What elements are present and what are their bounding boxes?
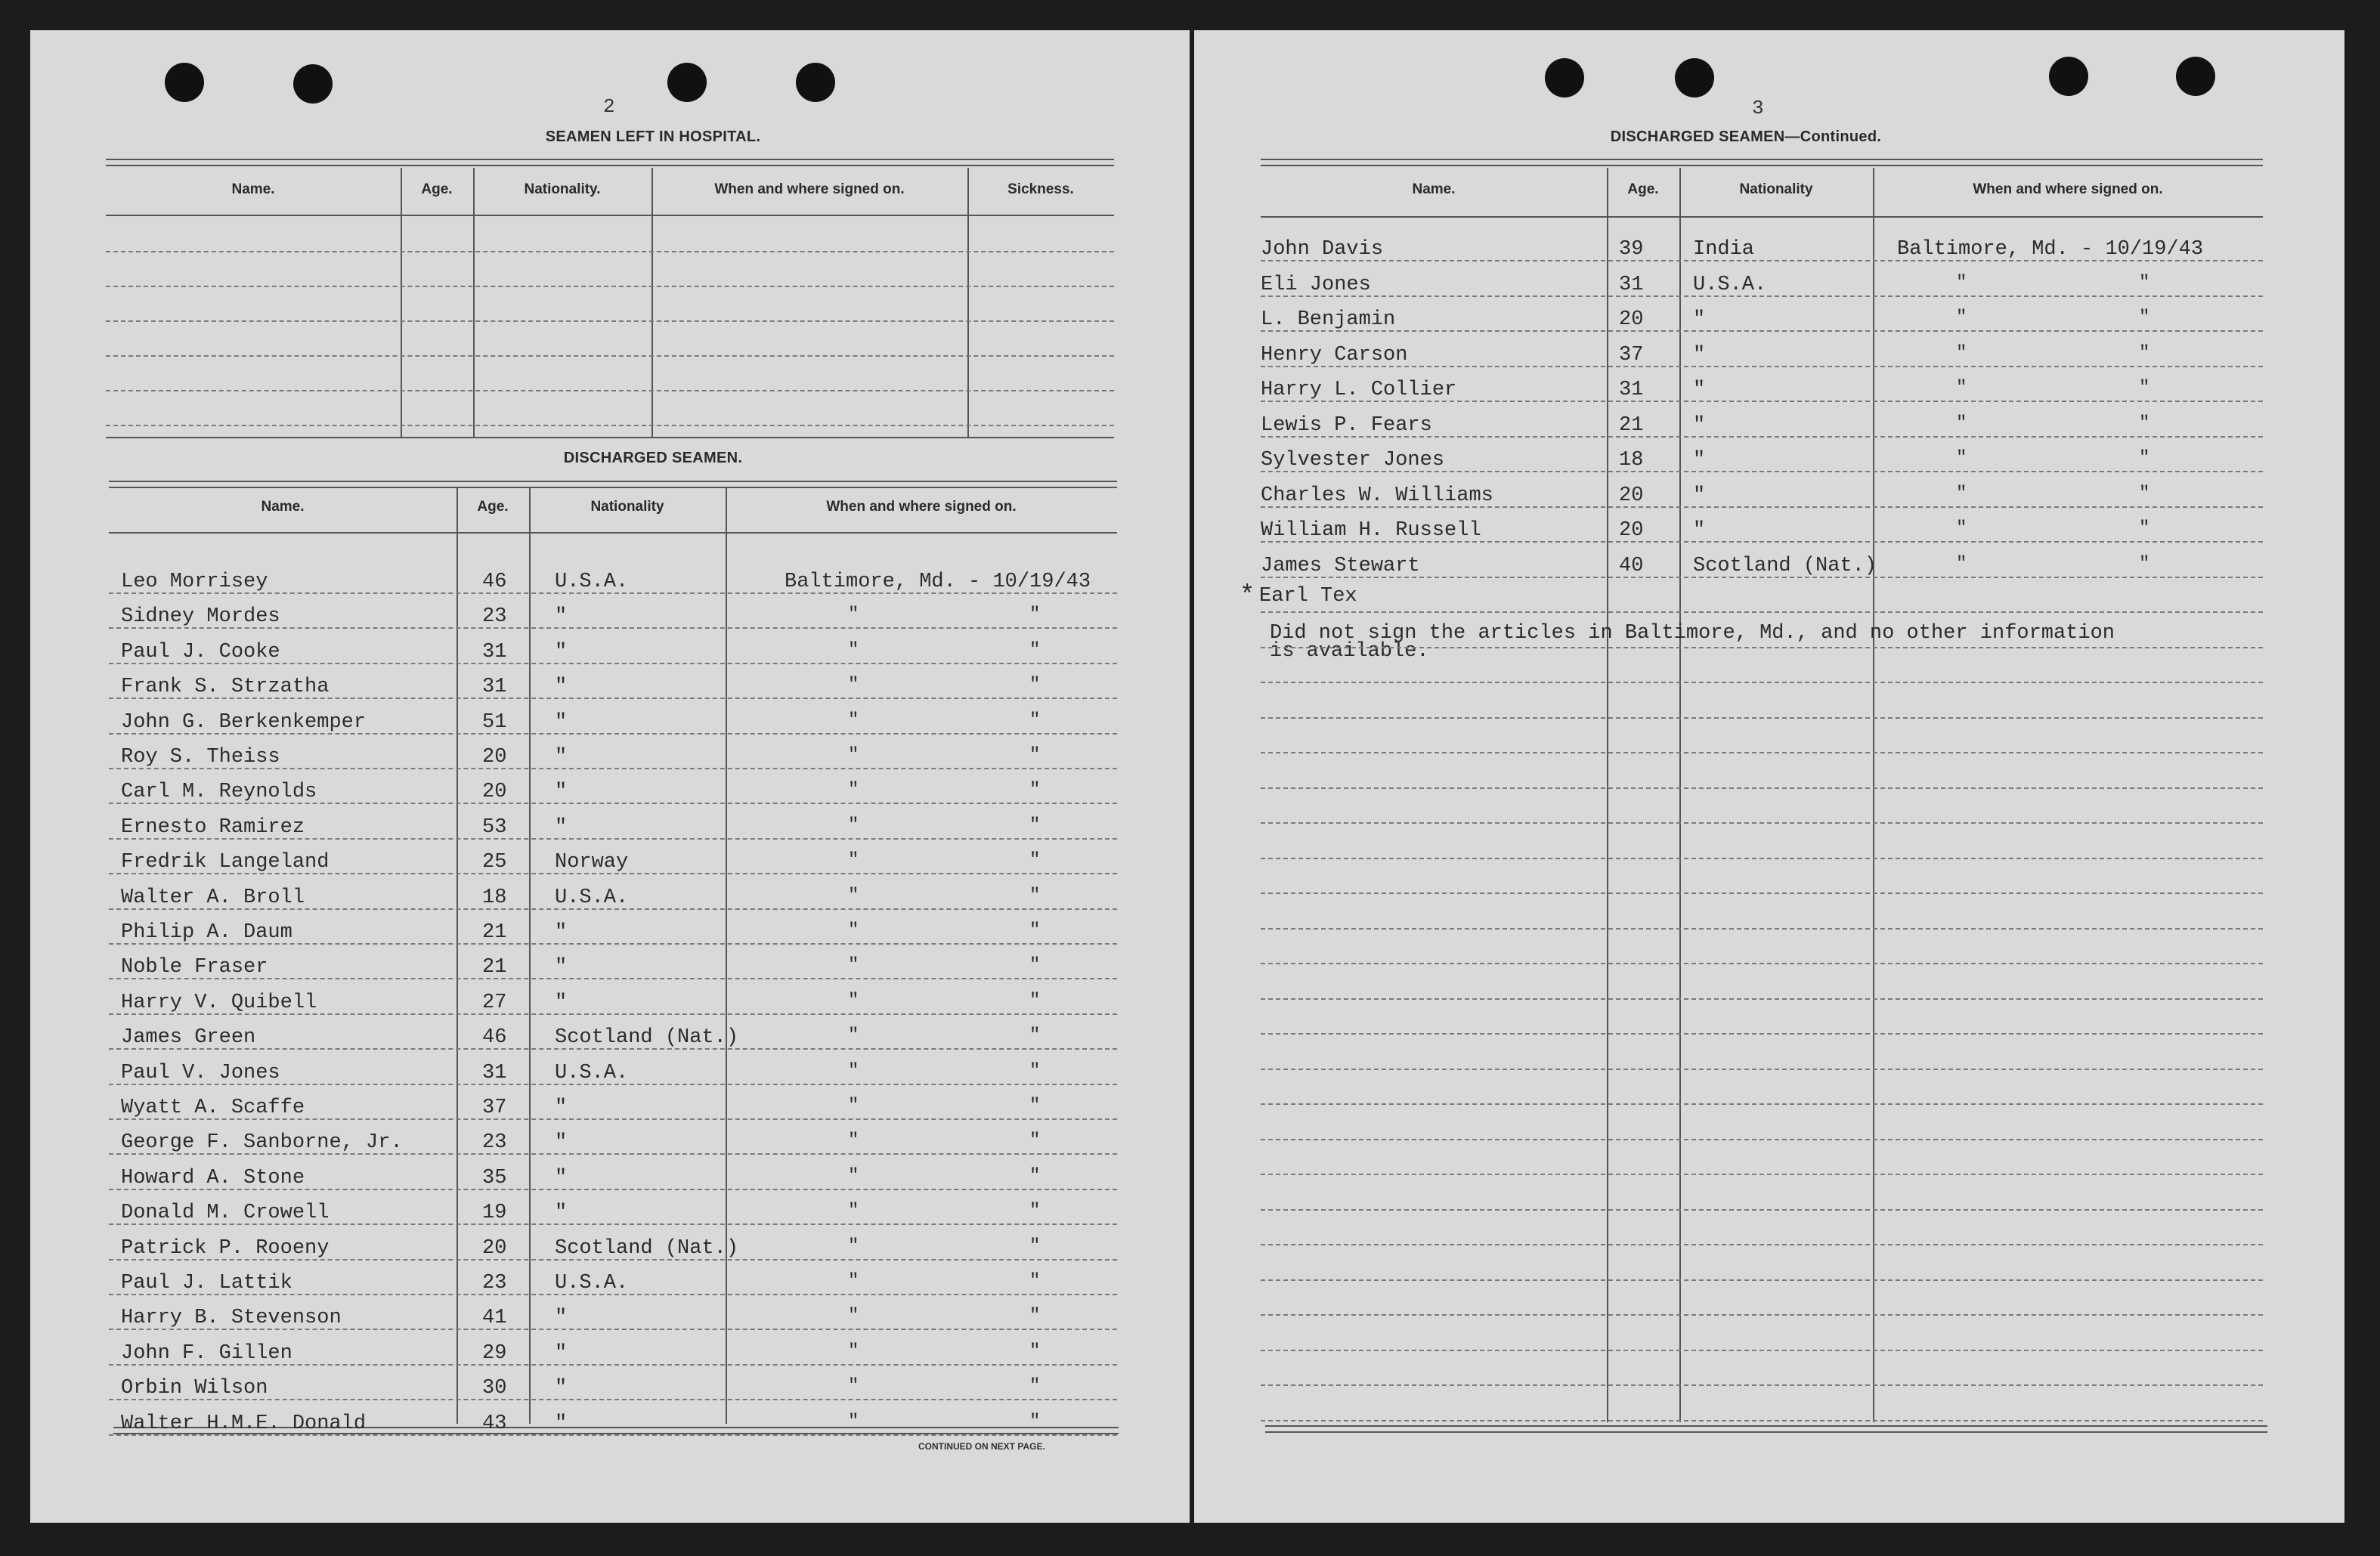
row-name: Eli Jones xyxy=(1261,273,1371,296)
hospital-col-sickness: Sickness. xyxy=(1007,181,1074,197)
ruled-line xyxy=(1261,822,2263,824)
row-signed-on: " xyxy=(1956,518,1967,539)
ruled-line xyxy=(106,320,1114,322)
row-name: John F. Gillen xyxy=(121,1341,292,1365)
row-signed-on: " xyxy=(1029,920,1041,941)
row-nationality: " xyxy=(555,921,568,944)
row-age: 20 xyxy=(482,746,507,769)
row-nationality: " xyxy=(555,1307,568,1330)
row-nationality: " xyxy=(1693,484,1706,507)
punch-hole xyxy=(667,63,707,102)
row-nationality: " xyxy=(555,640,568,664)
row-nationality: " xyxy=(555,605,568,629)
row-nationality: U.S.A. xyxy=(1693,273,1767,296)
row-name: Orbin Wilson xyxy=(121,1377,268,1400)
column-divider xyxy=(473,168,475,437)
row-name: John Davis xyxy=(1261,238,1384,261)
row-age: 23 xyxy=(482,1131,507,1155)
row-nationality: " xyxy=(555,781,568,804)
punch-hole xyxy=(796,63,835,102)
row-signed-on: " xyxy=(1956,448,1967,469)
row-signed-on: " xyxy=(848,1411,859,1432)
row-name: Harry V. Quibell xyxy=(121,991,317,1014)
hospital-col-signed-on: When and where signed on. xyxy=(714,181,905,197)
table-header-rule xyxy=(1261,216,2263,218)
row-nationality: " xyxy=(555,1377,568,1400)
row-age: 37 xyxy=(1619,343,1644,367)
ruled-line xyxy=(1261,682,2263,683)
row-name: Lewis P. Fears xyxy=(1261,413,1432,437)
page-number: 2 xyxy=(603,95,615,118)
row-name: Roy S. Theiss xyxy=(121,746,280,769)
row-age: 20 xyxy=(1619,308,1644,331)
row-signed-on: " xyxy=(2139,518,2150,539)
row-age: 21 xyxy=(1619,413,1644,437)
row-signed-on: " xyxy=(1956,308,1967,328)
row-age: 30 xyxy=(482,1377,507,1400)
row-signed-on: " xyxy=(848,639,859,660)
row-signed-on: " xyxy=(1029,1025,1041,1047)
row-age: 20 xyxy=(482,781,507,804)
row-name: Noble Fraser xyxy=(121,956,268,979)
table-bottom-rule xyxy=(1265,1425,2267,1433)
punch-hole xyxy=(165,63,204,102)
row-signed-on: " xyxy=(848,1341,859,1362)
row-signed-on: " xyxy=(848,1271,859,1292)
row-name: Philip A. Daum xyxy=(121,921,292,944)
row-signed-on: " xyxy=(848,675,859,696)
row-signed-on: " xyxy=(1029,1201,1041,1222)
row-signed-on: " xyxy=(848,1025,859,1047)
row-name: Paul V. Jones xyxy=(121,1061,280,1084)
row-signed-on: " xyxy=(848,1165,859,1186)
row-signed-on: " xyxy=(1029,1306,1041,1327)
right-page xyxy=(1194,30,2344,1523)
ruled-line xyxy=(1261,1279,2263,1281)
column-divider xyxy=(651,168,653,437)
row-name: Donald M. Crowell xyxy=(121,1202,330,1225)
row-nationality: " xyxy=(555,1097,568,1119)
row-age: 35 xyxy=(482,1166,507,1189)
row-age: 40 xyxy=(1619,554,1644,577)
row-signed-on: " xyxy=(848,1236,859,1257)
row-age: 31 xyxy=(482,640,507,664)
ruled-line xyxy=(1261,330,2263,332)
row-signed-on: " xyxy=(848,780,859,801)
row-nationality: Scotland (Nat.) xyxy=(555,1026,739,1050)
ruled-line xyxy=(1261,752,2263,753)
row-signed-on: " xyxy=(848,745,859,766)
row-signed-on: " xyxy=(848,850,859,871)
row-age: 18 xyxy=(482,886,507,909)
punch-hole xyxy=(2176,57,2215,96)
row-nationality: " xyxy=(555,956,568,979)
column-divider xyxy=(1607,168,1608,1422)
row-age: 31 xyxy=(482,1061,507,1084)
row-nationality: Norway xyxy=(555,851,629,874)
row-signed-on: " xyxy=(848,1201,859,1222)
row-signed-on: " xyxy=(1029,710,1041,731)
ruled-line xyxy=(1261,1244,2263,1245)
row-age: 20 xyxy=(1619,484,1644,507)
ruled-line xyxy=(106,286,1114,287)
column-divider xyxy=(1873,168,1874,1422)
hospital-col-age: Age. xyxy=(421,181,453,197)
punch-hole xyxy=(2049,57,2088,96)
ruled-line xyxy=(1261,1033,2263,1035)
row-signed-on: " xyxy=(848,990,859,1011)
row-signed-on: " xyxy=(848,955,859,976)
row-age: 20 xyxy=(1619,519,1644,542)
table-header-rule xyxy=(109,532,1117,534)
row-signed-on: " xyxy=(1029,1060,1041,1081)
row-age: 25 xyxy=(482,851,507,874)
row-signed-on: " xyxy=(1956,378,1967,398)
row-signed-on: " xyxy=(2139,483,2150,504)
row-signed-on: " xyxy=(848,885,859,906)
col-age: Age. xyxy=(1627,181,1659,197)
note-line-2: is available. xyxy=(1270,640,1429,663)
row-nationality: " xyxy=(555,676,568,699)
table-top-rule xyxy=(106,159,1114,166)
row-name: Ernesto Ramirez xyxy=(121,815,305,839)
table-header-rule xyxy=(106,215,1114,216)
row-name: Henry Carson xyxy=(1261,343,1408,367)
row-name: James Stewart xyxy=(1261,554,1420,577)
row-nationality: U.S.A. xyxy=(555,1061,629,1084)
column-divider xyxy=(401,168,402,437)
row-name: George F. Sanborne, Jr. xyxy=(121,1131,403,1155)
row-age: 31 xyxy=(1619,273,1644,296)
row-signed-on: Baltimore, Md. - 10/19/43 xyxy=(785,571,1091,593)
row-name: Patrick P. Rooeny xyxy=(121,1236,330,1260)
row-name: William H. Russell xyxy=(1261,519,1481,542)
row-name: Walter H.M.E. Donald xyxy=(121,1412,367,1435)
row-age: 51 xyxy=(482,710,507,734)
row-nationality: " xyxy=(1693,449,1706,472)
discharged-col-name: Name. xyxy=(261,499,305,515)
punch-hole xyxy=(1545,58,1584,97)
row-nationality: " xyxy=(555,1412,568,1435)
row-name: Wyatt A. Scaffe xyxy=(121,1097,305,1119)
hospital-col-nationality: Nationality. xyxy=(524,181,601,197)
row-nationality: " xyxy=(555,710,568,734)
row-signed-on: " xyxy=(2139,448,2150,469)
row-signed-on: " xyxy=(848,1060,859,1081)
row-age: 43 xyxy=(482,1412,507,1435)
row-name: Fredrik Langeland xyxy=(121,851,330,874)
row-nationality: " xyxy=(555,815,568,839)
note-line-1: Did not sign the articles in Baltimore, Md., and no other information xyxy=(1270,622,2115,645)
row-signed-on: Baltimore, Md. - 10/19/43 xyxy=(1897,238,2204,261)
ruled-line xyxy=(1261,1139,2263,1140)
row-name: Harry L. Collier xyxy=(1261,379,1457,401)
row-age: 27 xyxy=(482,991,507,1014)
row-signed-on: " xyxy=(1956,553,1967,574)
ruled-line xyxy=(106,425,1114,426)
row-name: Harry B. Stevenson xyxy=(121,1307,342,1330)
row-nationality: U.S.A. xyxy=(555,886,629,909)
row-signed-on: " xyxy=(1956,413,1967,434)
row-signed-on: " xyxy=(1029,1236,1041,1257)
row-signed-on: " xyxy=(848,1376,859,1397)
row-signed-on: " xyxy=(1029,1411,1041,1432)
row-nationality: India xyxy=(1693,238,1755,261)
row-signed-on: " xyxy=(1956,483,1967,504)
row-signed-on: " xyxy=(2139,272,2150,293)
row-signed-on: " xyxy=(1029,675,1041,696)
row-age: 23 xyxy=(482,1272,507,1295)
row-nationality: U.S.A. xyxy=(555,1272,629,1295)
hospital-heading: SEAMEN LEFT IN HOSPITAL. xyxy=(545,128,761,145)
row-signed-on: " xyxy=(848,1096,859,1116)
ruled-line xyxy=(1261,1350,2263,1351)
row-nationality: " xyxy=(1693,343,1706,367)
row-nationality: " xyxy=(555,746,568,769)
discharged-col-age: Age. xyxy=(477,499,509,515)
col-nationality: Nationality xyxy=(1739,181,1813,197)
discharged-heading: DISCHARGED SEAMEN. xyxy=(563,450,743,466)
row-name: Sylvester Jones xyxy=(1261,449,1445,472)
table-bottom-rule xyxy=(106,437,1114,438)
hospital-col-name: Name. xyxy=(231,181,275,197)
row-signed-on: " xyxy=(2139,413,2150,434)
row-signed-on: " xyxy=(1029,1165,1041,1186)
row-age: 31 xyxy=(482,676,507,699)
ruled-line xyxy=(1261,1314,2263,1316)
note-name: Earl Tex xyxy=(1259,585,1357,608)
row-nationality: Scotland (Nat.) xyxy=(1693,554,1877,577)
punch-hole xyxy=(293,64,333,104)
ruled-line xyxy=(106,355,1114,357)
row-name: John G. Berkenkemper xyxy=(121,710,367,734)
row-nationality: " xyxy=(555,1202,568,1225)
row-age: 37 xyxy=(482,1097,507,1119)
row-nationality: " xyxy=(555,1166,568,1189)
row-age: 46 xyxy=(482,571,507,593)
row-signed-on: " xyxy=(1029,1131,1041,1152)
ruled-line xyxy=(1261,998,2263,1000)
col-signed-on: When and where signed on. xyxy=(1973,181,2163,197)
ruled-line xyxy=(1261,1069,2263,1070)
table-top-rule xyxy=(1261,159,2263,166)
row-name: Carl M. Reynolds xyxy=(121,781,317,804)
discharged-col-nationality: Nationality xyxy=(590,499,664,515)
row-signed-on: " xyxy=(1029,1096,1041,1116)
row-age: 18 xyxy=(1619,449,1644,472)
ruled-line xyxy=(106,390,1114,391)
row-signed-on: " xyxy=(848,920,859,941)
row-nationality: " xyxy=(1693,379,1706,401)
row-name: Sidney Mordes xyxy=(121,605,280,629)
ruled-line xyxy=(106,251,1114,252)
ruled-line xyxy=(1261,647,2263,648)
col-name: Name. xyxy=(1412,181,1456,197)
discharged-col-signed-on: When and where signed on. xyxy=(826,499,1017,515)
column-divider xyxy=(967,168,969,437)
row-signed-on: " xyxy=(1029,955,1041,976)
ruled-line xyxy=(1261,1209,2263,1211)
row-signed-on: " xyxy=(1029,990,1041,1011)
row-signed-on: " xyxy=(1029,745,1041,766)
row-signed-on: " xyxy=(1029,850,1041,871)
row-age: 21 xyxy=(482,921,507,944)
row-signed-on: " xyxy=(1029,1376,1041,1397)
row-nationality: " xyxy=(555,1131,568,1155)
row-name: Walter A. Broll xyxy=(121,886,305,909)
row-signed-on: " xyxy=(1029,605,1041,626)
row-name: Howard A. Stone xyxy=(121,1166,305,1189)
continued-note: CONTINUED ON NEXT PAGE. xyxy=(918,1441,1045,1452)
row-signed-on: " xyxy=(1029,1341,1041,1362)
ruled-line xyxy=(1261,1103,2263,1105)
continued-heading: DISCHARGED SEAMEN—Continued. xyxy=(1610,128,1882,145)
row-age: 41 xyxy=(482,1307,507,1330)
row-signed-on: " xyxy=(848,1131,859,1152)
row-signed-on: " xyxy=(848,605,859,626)
punch-hole xyxy=(1675,58,1714,97)
row-signed-on: " xyxy=(1029,815,1041,836)
ruled-line xyxy=(1261,787,2263,789)
row-signed-on: " xyxy=(848,815,859,836)
row-age: 31 xyxy=(1619,379,1644,401)
row-age: 53 xyxy=(482,815,507,839)
row-signed-on: " xyxy=(1956,272,1967,293)
row-signed-on: " xyxy=(2139,553,2150,574)
row-age: 29 xyxy=(482,1341,507,1365)
ruled-line xyxy=(1261,928,2263,930)
ruled-line xyxy=(1261,366,2263,367)
row-signed-on: " xyxy=(1029,1271,1041,1292)
row-signed-on: " xyxy=(848,710,859,731)
left-page xyxy=(30,30,1190,1523)
row-signed-on: " xyxy=(2139,378,2150,398)
row-name: Leo Morrisey xyxy=(121,571,268,593)
row-age: 21 xyxy=(482,956,507,979)
ruled-line xyxy=(1261,611,2263,613)
row-nationality: Scotland (Nat.) xyxy=(555,1236,739,1260)
row-signed-on: " xyxy=(1029,639,1041,660)
row-nationality: " xyxy=(1693,413,1706,437)
row-nationality: " xyxy=(1693,308,1706,331)
row-signed-on: " xyxy=(2139,342,2150,363)
row-signed-on: " xyxy=(2139,308,2150,328)
ruled-line xyxy=(1261,717,2263,719)
row-signed-on: " xyxy=(1029,780,1041,801)
row-nationality: " xyxy=(1693,519,1706,542)
ruled-line xyxy=(1261,1174,2263,1175)
page-number: 3 xyxy=(1752,97,1764,119)
row-nationality: " xyxy=(555,991,568,1014)
row-name: L. Benjamin xyxy=(1261,308,1396,331)
row-age: 19 xyxy=(482,1202,507,1225)
row-name: Paul J. Cooke xyxy=(121,640,280,664)
row-age: 20 xyxy=(482,1236,507,1260)
asterisk-marker: * xyxy=(1240,582,1255,611)
table-top-rule xyxy=(109,481,1117,488)
row-nationality: U.S.A. xyxy=(555,571,629,593)
row-signed-on: " xyxy=(1029,885,1041,906)
row-signed-on: " xyxy=(1956,342,1967,363)
row-age: 23 xyxy=(482,605,507,629)
ruled-line xyxy=(1261,1420,2263,1421)
row-name: Frank S. Strzatha xyxy=(121,676,330,699)
ruled-line xyxy=(1261,1384,2263,1386)
row-age: 46 xyxy=(482,1026,507,1050)
row-age: 39 xyxy=(1619,238,1644,261)
row-name: James Green xyxy=(121,1026,256,1050)
ruled-line xyxy=(1261,858,2263,859)
ruled-line xyxy=(1261,963,2263,964)
column-divider xyxy=(1679,168,1681,1422)
row-name: Charles W. Williams xyxy=(1261,484,1493,507)
row-name: Paul J. Lattik xyxy=(121,1272,292,1295)
row-nationality: " xyxy=(555,1341,568,1365)
row-signed-on: " xyxy=(848,1306,859,1327)
ruled-line xyxy=(1261,892,2263,894)
